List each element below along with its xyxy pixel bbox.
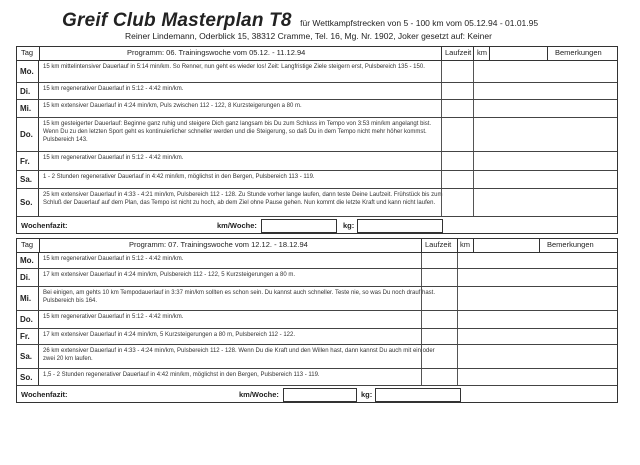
day-row: [17, 118, 617, 152]
day-program: 15 km regenerativer Dauerlauf in 5:12 - 4:42 min/km.: [43, 256, 184, 262]
col-km: km: [460, 240, 470, 249]
day-row: [17, 253, 617, 269]
day-label: Fr.: [17, 329, 39, 344]
week-summary: [17, 386, 617, 402]
day-program: 25 km extensiver Dauerlauf in 4:33 - 4:21 min/km, Pulsbereich 112 - 128. Zu Stunde vorher lange laufen, dann teste Deine Laufzeit. Frühstück bis zum Schluß der Dauerlauf auf dem Plan, das Tempo ist nicht zu hoch, ab dem Ziel ohne Pause gehen. Nun kommt die letzte Kraft und kann nicht laufen.: [43, 192, 443, 206]
day-label: Fr.: [17, 152, 39, 170]
day-label: Di.: [17, 269, 39, 286]
day-program: 15 km extensiver Dauerlauf in 4:24 min/km, Puls zwischen 112 - 122, 8 Kurzsteigerungen a 80 m.: [43, 103, 302, 109]
day-label: Mi.: [17, 287, 39, 310]
day-label: Mo.: [17, 61, 39, 82]
day-row: [17, 83, 617, 100]
day-program: 1,5 - 2 Stunden regenerativer Dauerlauf in 4:42 min/km, möglichst in den Bergen, Pulsbereich 113 - 119.: [43, 372, 320, 378]
col-tag: Tag: [21, 48, 34, 57]
day-program: 17 km extensiver Dauerlauf in 4:24 min/km, Pulsbereich 112 - 122, 5 Kurzsteigerungen a 80 m.: [43, 272, 296, 278]
week-table-1: [16, 46, 618, 234]
week-table-2: [16, 238, 618, 403]
day-label: So.: [17, 369, 39, 385]
km-week-label: km/Woche:: [239, 390, 279, 399]
day-label: Mo.: [17, 253, 39, 268]
day-program: 15 km gesteigerter Dauerlauf: Beginne ganz ruhig und steigere Dich ganz langsam bis Du zum Schluss im Tempo von 3:53 min/km angelangt bist. Wenn Du zu den letzten Sport geht es kontinuierlicher schneller werden und die Steigerung, so daß Du in dem Tempo nicht mehr höher kommst. Pulsbereich 143.: [43, 121, 432, 143]
day-label: Di.: [17, 83, 39, 99]
day-program: Bei einigen, am gehts 10 km Tempodauerlauf in 3:37 min/km sollten es schon sein. Du kannst auch schneller. Teste nie, so was Du noch drauf hast. Pulsbereich bis 164.: [43, 290, 435, 304]
col-laufzeit: Laufzeit: [425, 240, 452, 249]
day-program: 15 km regenerativer Dauerlauf in 5:12 - 4:42 min/km.: [43, 155, 184, 161]
col-km: km: [477, 48, 487, 57]
day-row: [17, 100, 617, 118]
day-row: [17, 189, 617, 217]
day-program: 15 km regenerativer Dauerlauf in 5:12 - 4:42 min/km.: [43, 86, 184, 92]
km-week-box[interactable]: [283, 388, 357, 402]
col-bemerkungen: Bemerkungen: [555, 48, 602, 57]
day-row: [17, 369, 617, 386]
summary-label: Wochenfazit:: [21, 390, 68, 399]
col-bemerkungen: Bemerkungen: [547, 240, 594, 249]
plan-title: Greif Club Masterplan T8: [62, 10, 292, 31]
col-laufzeit: Laufzeit: [445, 48, 472, 57]
summary-label: Wochenfazit:: [21, 221, 68, 230]
day-row: [17, 171, 617, 189]
col-tag: Tag: [21, 240, 34, 249]
day-label: Do.: [17, 311, 39, 328]
day-label: Sa.: [17, 345, 39, 368]
day-row: [17, 61, 617, 83]
kg-label: kg:: [361, 390, 373, 399]
day-label: Sa.: [17, 171, 39, 188]
document-title: [62, 10, 538, 32]
day-label: Do.: [17, 118, 39, 151]
day-row: [17, 269, 617, 287]
day-row: [17, 345, 617, 369]
kg-box[interactable]: [375, 388, 461, 402]
kg-box[interactable]: [357, 219, 443, 233]
day-row: [17, 311, 617, 329]
kg-label: kg:: [343, 221, 355, 230]
day-program: 26 km extensiver Dauerlauf in 4:33 - 4:24 min/km, Pulsbereich 112 - 128. Wenn Du die Kraft und den Willen hast, dann kannst Du auch mit ein oder zwei 20 km laufen.: [43, 348, 435, 362]
plan-period: für Wettkampfstrecken von 5 - 100 km vom 05.12.94 - 01.01.95: [300, 18, 539, 28]
col-programm: Programm: 07. Trainingswoche vom 12.12. - 18.12.94: [129, 240, 308, 249]
day-program: 15 km regenerativer Dauerlauf in 5:12 - 4:42 min/km.: [43, 314, 184, 320]
day-label: So.: [17, 189, 39, 216]
day-program: 1 - 2 Stunden regenerativer Dauerlauf in 4:42 min/km, möglichst in den Bergen, Pulsbereich 113 - 119.: [43, 174, 315, 180]
runner-info: Reiner Lindemann, Oderblick 15, 38312 Cramme, Tel. 16, Mg. Nr. 1902, Joker gesetzt auf: Keiner: [125, 31, 492, 41]
day-row: [17, 329, 617, 345]
day-row: [17, 152, 617, 171]
day-program: 17 km extensiver Dauerlauf in 4:24 min/km, 5 Kurzsteigerungen a 80 m, Pulsbereich 112 - 122.: [43, 332, 296, 338]
week-header: [17, 47, 617, 61]
col-programm: Programm: 06. Trainingswoche vom 05.12. - 11.12.94: [127, 48, 306, 57]
week-header: [17, 239, 617, 253]
week-summary: [17, 217, 617, 233]
day-program: 15 km mittelintensiver Dauerlauf in 5:14 min/km. So Renner, nun geht es wieder los! Zeit: Langfristige Ziele steigern erst, Pulsbereich 135 - 150.: [43, 64, 425, 70]
km-week-box[interactable]: [261, 219, 337, 233]
day-row: [17, 287, 617, 311]
km-week-label: km/Woche:: [217, 221, 257, 230]
day-label: Mi.: [17, 100, 39, 117]
